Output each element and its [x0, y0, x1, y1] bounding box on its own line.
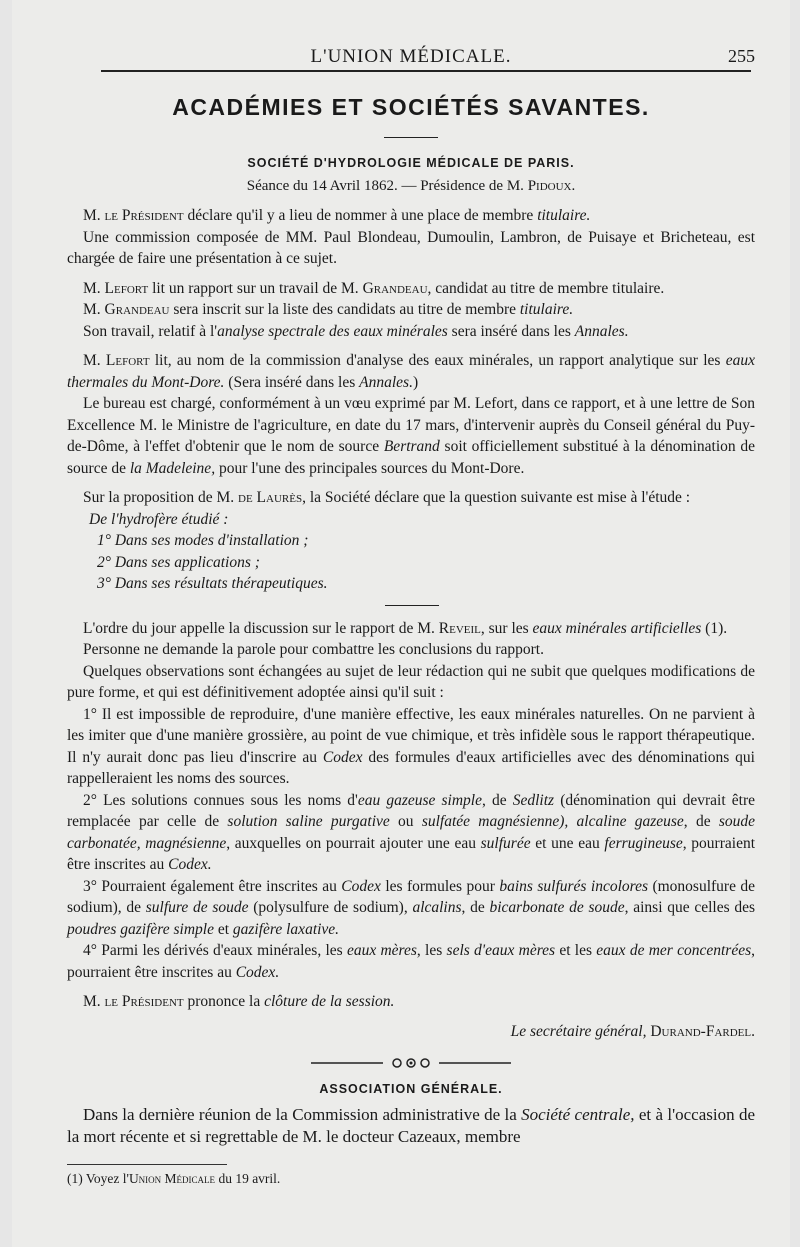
speaker: M. le Président [83, 207, 184, 224]
page-number: 255 [728, 46, 755, 66]
title-rule [384, 137, 438, 138]
emphasis: Annales. [574, 322, 629, 340]
text: 2° Les solutions connues sous les noms d' [83, 791, 358, 809]
running-header [67, 38, 755, 70]
seance-date: Séance du 14 Avril 1862. — Présidence de M. [246, 178, 528, 194]
section-divider [385, 605, 439, 606]
study-list-item [97, 552, 755, 574]
conclusion-4 [67, 940, 755, 983]
emphasis: analyse spectrale des eaux minérales [217, 322, 448, 340]
text: lit, au nom de la commission d'analyse des eaux minérales, un rapport analytique sur les [149, 352, 726, 369]
president-name: Pidoux. [527, 178, 576, 194]
text: ou [389, 813, 422, 830]
emphasis: sulfatée magnésienne), alcaline gazeuse [421, 813, 684, 830]
text: et une eau [530, 834, 605, 852]
text: Son travail, relatif à l' [83, 322, 218, 340]
emphasis: sulfurée [480, 834, 531, 852]
paragraph [67, 393, 755, 479]
text: pour l'une des principales sources du Mont-Dore. [215, 459, 525, 477]
emphasis: eaux minérales artificielles [532, 619, 702, 637]
page-content [67, 38, 755, 1187]
emphasis: eaux de mer concentrées [596, 942, 752, 959]
study-list [89, 509, 755, 595]
emphasis: Codex. [168, 856, 212, 873]
running-title: L'UNION MÉDICALE. [310, 46, 512, 67]
text: prononce la [183, 993, 265, 1010]
emphasis: titulaire. [537, 207, 591, 224]
paper-sheet [12, 0, 790, 1247]
text: Sur la proposition de M. [83, 489, 238, 506]
study-list-heading [89, 509, 755, 531]
emphasis: soude carbonatée, magnésienne [67, 813, 756, 852]
paragraph: Personne ne demande la parole pour combattre les conclusions du rapport. [83, 641, 544, 658]
signatory-name: Durand-Fardel. [646, 1022, 755, 1040]
study-list-item [97, 530, 755, 552]
conclusion-2 [67, 790, 755, 876]
text: , pourraient être inscrites au [67, 942, 755, 981]
emphasis: eaux mères [346, 942, 417, 959]
emphasis: clôture de la session. [264, 993, 395, 1010]
emphasis: bains sulfurés incolores [499, 877, 649, 895]
person-name: de Laurès [238, 489, 303, 506]
emphasis: Codex [341, 877, 381, 895]
signatory-role: Le secrétaire général, [510, 1022, 647, 1040]
text: déclare qu'il y a lieu de nommer à une place de membre [183, 207, 538, 224]
text: L'ordre du jour appelle la discussion sur le rapport de M. [83, 619, 439, 637]
footnote-ref: (1). [701, 619, 728, 637]
society-heading: SOCIÉTÉ D'HYDROLOGIE MÉDICALE DE PARIS. [247, 156, 575, 170]
emphasis: eau gazeuse simple [357, 791, 482, 809]
emphasis: la Madeleine, [129, 459, 216, 477]
seance-line [67, 178, 755, 195]
paragraph: Une commission composée de MM. Paul Blondeau, Dumoulin, Lambron, de Puisaye et Bricheteau, est chargée de faire une présentation à ce sujet. [67, 228, 755, 267]
emphasis: alcalins [412, 899, 462, 916]
emphasis: Sedlitz [512, 791, 555, 809]
text: lit un rapport sur un travail de M. [148, 279, 363, 297]
conclusion-1 [67, 704, 755, 790]
footnote-rule [67, 1164, 227, 1165]
emphasis: eaux thermales du Mont-Dore. [67, 352, 755, 391]
ornament-icon [311, 1056, 511, 1070]
emphasis: solution saline purgative [227, 813, 390, 830]
text: , la Société déclare que la question suivante est mise à l'étude : [302, 489, 691, 506]
header-rule [101, 70, 751, 72]
text: (dénomination qui devrait être remplacée par celle de [67, 791, 756, 830]
speaker: M. Lefort [83, 352, 150, 369]
text: les formules pour [380, 877, 500, 895]
text: Dans la dernière réunion de la Commission administrative de la [83, 1105, 522, 1124]
text: soit officiellement substitué à la dénomination de source de [67, 438, 755, 477]
paragraph [67, 205, 755, 227]
text: et les [555, 942, 597, 959]
emphasis: titulaire. [519, 301, 574, 318]
paragraph [67, 299, 755, 321]
text: (1) Voyez l' [67, 1171, 129, 1186]
paragraph [67, 618, 755, 640]
emphasis: bicarbonate de soude [489, 899, 625, 916]
emphasis: Codex [322, 748, 363, 766]
person-name: M. Grandeau [83, 301, 170, 318]
text: , de [461, 899, 490, 916]
emphasis: sels d'eaux mères [446, 942, 556, 959]
paragraph [67, 350, 755, 393]
text: et [213, 920, 233, 938]
study-list-item [97, 573, 755, 595]
text: (monosulfure de sodium), de [67, 877, 756, 916]
text: et à l'occasion de la mort récente et si regrettable de M. le docteur Cazeaux, membre [67, 1105, 755, 1146]
text: sera inscrit sur la liste des candidats au titre de membre [169, 301, 520, 318]
emphasis: ferrugineuse [604, 834, 683, 852]
text: , de [683, 813, 719, 830]
text: des formules d'eaux artificielles avec des dénominations qui rappelleraient les noms des sources. [67, 748, 755, 787]
ornament-divider [67, 1056, 755, 1070]
emphasis: De l'hydrofère étudié : [89, 510, 229, 528]
person-name: Reveil [438, 619, 481, 637]
emphasis: poudres gazifère simple [67, 920, 214, 938]
emphasis: Annales. [359, 373, 413, 391]
emphasis: gazifère laxative. [232, 920, 340, 938]
emphasis: sulfure de soude [145, 899, 249, 916]
emphasis: 2° Dans ses applications ; [97, 553, 260, 571]
text: Le bureau est chargé, conformément à un vœu exprimé par M. Lefort, dans ce rapport, et à une lettre de Son Excellence M. le Ministre de l'agriculture, en date du 17 mars, d'intervenir auprès du Conseil général du Puy-de-Dôme, à l'effet d'obtenir que le nom de source [67, 395, 755, 455]
text: (polysulfure de sodium), [248, 899, 413, 916]
paragraph [67, 278, 755, 300]
emphasis: Société centrale, [521, 1105, 635, 1124]
text: (Sera inséré dans les [224, 373, 360, 391]
speaker: M. le Président [83, 993, 184, 1010]
text: , pourraient être inscrites au [67, 834, 756, 873]
association-heading: ASSOCIATION GÉNÉRALE. [319, 1082, 503, 1096]
journal-name: Union Médicale [128, 1171, 216, 1186]
emphasis: 1° Dans ses modes d'installation ; [97, 532, 309, 549]
paragraph [67, 487, 755, 509]
text: 4° Parmi les dérivés d'eaux minérales, les [83, 942, 347, 959]
paragraph [67, 991, 755, 1013]
text: , ainsi que celles des [624, 899, 755, 916]
text: , auxquelles on pourrait ajouter une eau [226, 834, 481, 852]
paragraph: Quelques observations sont échangées au sujet de leur rédaction qui ne subit que quelques modifications de pure forme, et qui est définitivement adoptée ainsi qu'il suit : [67, 662, 755, 701]
text: sera inséré dans les [447, 322, 575, 340]
emphasis: Bertrand [383, 438, 440, 455]
signature [67, 1021, 755, 1043]
speaker: M. Lefort [83, 279, 149, 297]
text: 3° Pourraient également être inscrites au [83, 877, 342, 895]
paragraph [67, 321, 755, 343]
emphasis: 3° Dans ses résultats thérapeutiques. [97, 575, 328, 592]
text: ) [412, 373, 419, 391]
text: du 19 avril. [215, 1171, 281, 1186]
person-name: Grandeau [362, 279, 428, 297]
footnote [67, 1171, 755, 1187]
conclusion-3 [67, 876, 755, 941]
emphasis: Codex. [235, 963, 280, 981]
text: , de [481, 791, 513, 809]
text: , candidat au titre de membre titulaire. [427, 279, 665, 297]
text: 1° Il est impossible de reproduire, d'une manière effective, les eaux minérales naturelles. On ne parvient à les imiter que d'une manière grossière, au point de vue chimique, et très infidèle sous le rapport thérapeutique. Il n'y aurait donc pas lieu d'inscrire au [67, 705, 755, 766]
text: , les [416, 942, 447, 959]
section-title: ACADÉMIES ET SOCIÉTÉS SAVANTES. [172, 94, 650, 120]
paragraph [67, 1104, 755, 1148]
text: , sur les [480, 619, 533, 637]
